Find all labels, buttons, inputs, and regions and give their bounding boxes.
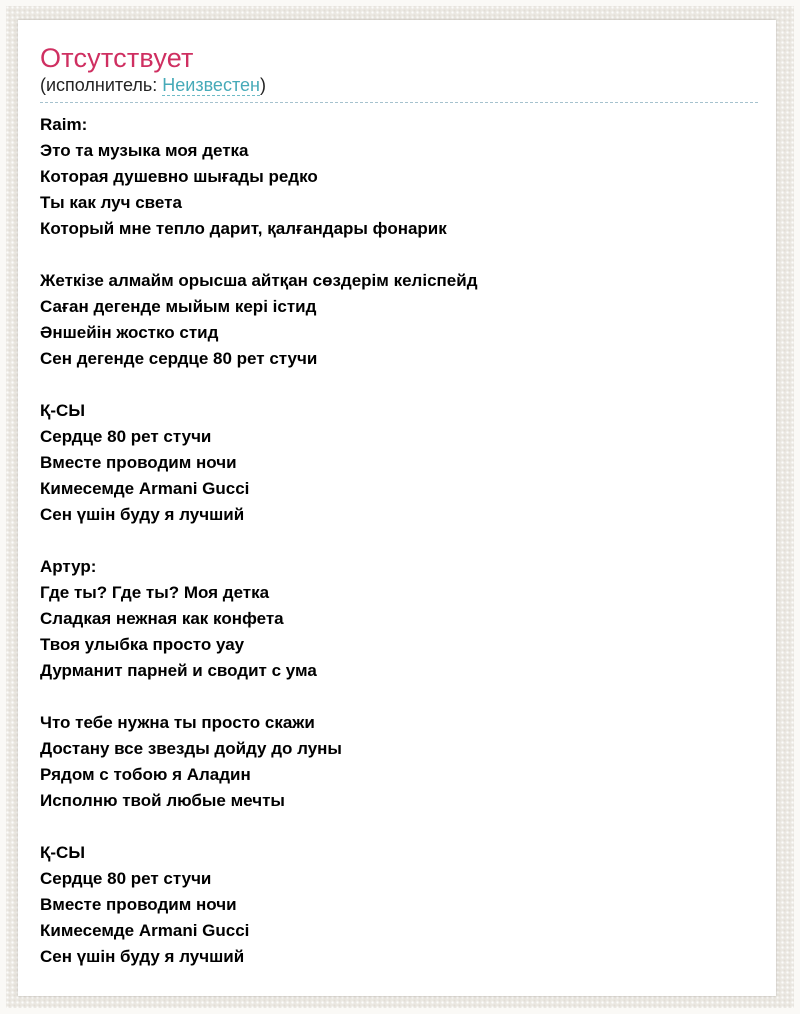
- lyric-line: Артур:: [40, 557, 97, 576]
- lyric-line: Это та музыка моя детка: [40, 141, 249, 160]
- artist-subtitle: [40, 75, 758, 103]
- lyric-line: Достану все звезды дойду до луны: [40, 739, 342, 758]
- subtitle-suffix: ): [259, 75, 266, 95]
- lyric-line: Дурманит парней и сводит с ума: [40, 661, 317, 680]
- lyrics-text: [40, 112, 758, 970]
- lyric-line: [40, 242, 758, 268]
- lyric-line: Исполню твой любые мечты: [40, 791, 285, 810]
- lyric-line: Сен үшін буду я лучший: [40, 505, 245, 524]
- lyric-line: Вместе проводим ночи: [40, 453, 237, 472]
- lyric-line: Саған дегенде мыйым кері істид: [40, 297, 317, 316]
- lyric-line: Әншейін жостко стид: [40, 323, 219, 342]
- lyric-line: Которая душевно шығады редко: [40, 167, 318, 186]
- lyric-line: Сердце 80 рет стучи: [40, 427, 212, 446]
- lyric-line: Вместе проводим ночи: [40, 895, 237, 914]
- lyric-line: Где ты? Где ты? Моя детка: [40, 583, 270, 602]
- subtitle-prefix: (исполнитель:: [40, 75, 163, 95]
- lyric-line: Raim:: [40, 115, 88, 134]
- artist-link[interactable]: Неизвестен: [162, 75, 260, 95]
- lyric-line: Твоя улыбка просто уау: [40, 635, 245, 654]
- lyric-line: [40, 372, 758, 398]
- lyric-line: Сен үшін буду я лучший: [40, 947, 245, 966]
- page-title: Отсутствует: [40, 43, 194, 73]
- lyric-line: [40, 814, 758, 840]
- lyric-line: Рядом с тобою я Аладин: [40, 765, 251, 784]
- lyric-line: Сен дегенде сердце 80 рет стучи: [40, 349, 318, 368]
- lyric-line: [40, 528, 758, 554]
- lyric-line: Кимесемде Armani Gucci: [40, 479, 250, 498]
- lyric-line: [40, 684, 758, 710]
- lyric-line: Қ-СЫ: [40, 843, 85, 862]
- lyrics-card: [18, 20, 776, 996]
- lyric-line: Который мне тепло дарит, қалғандары фонарик: [40, 219, 447, 238]
- lyric-line: Что тебе нужна ты просто скажи: [40, 713, 315, 732]
- lyric-line: Қ-СЫ: [40, 401, 85, 420]
- lyric-line: Ты как луч света: [40, 193, 182, 212]
- lyric-line: Кимесемде Armani Gucci: [40, 921, 250, 940]
- lyric-line: Жеткізе алмайм орысша айтқан сөздерім келіспейд: [40, 271, 478, 290]
- lyric-line: Сладкая нежная как конфета: [40, 609, 284, 628]
- lyric-line: Сердце 80 рет стучи: [40, 869, 212, 888]
